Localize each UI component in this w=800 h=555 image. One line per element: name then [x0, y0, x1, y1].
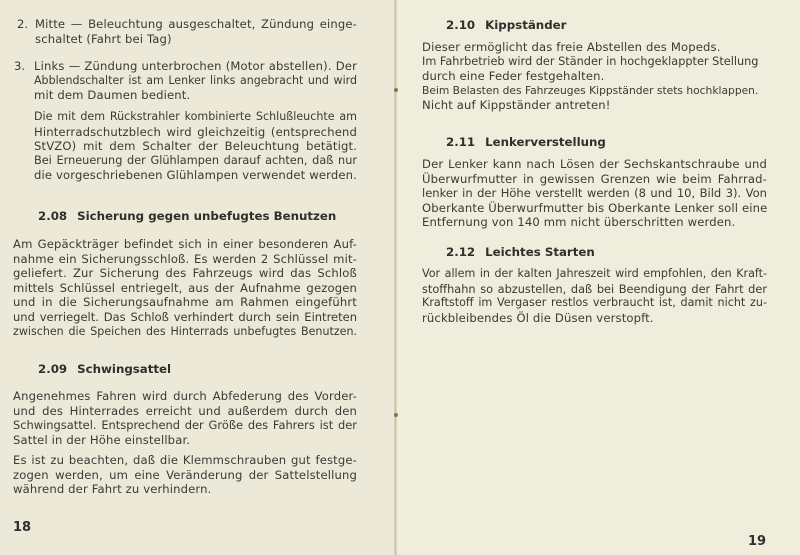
- book-gutter: [394, 0, 397, 555]
- text-line: StVZO) mit dem Schalter der Beleuchtung betätigt.: [34, 139, 357, 154]
- section-heading-2-08: [38, 209, 336, 223]
- text-line: Entfernung von 140 mm nicht überschritten werden.: [422, 215, 736, 230]
- section-2-09-para-1: [13, 389, 357, 447]
- section-heading-2-11: [446, 135, 606, 149]
- section-heading-2-10: [446, 18, 566, 32]
- text-line: mittels Schlüssel entriegelt, aus der Aufnahme gezogen: [13, 280, 357, 295]
- text-line: lenker in der Höhe verstellt werden (8 und 10, Bild 3). Von: [422, 186, 767, 201]
- text-line: stoffhahn so abzustellen, daß bei Beendigung der Fahrt der: [422, 281, 767, 296]
- text-line: Überwurfmutter in gewissen Grenzen wie beim Fahrrad-: [422, 171, 767, 186]
- item-3-note: [34, 110, 357, 183]
- section-number: 2.08: [38, 209, 68, 223]
- text-line: Es ist zu beachten, daß die Klemmschrauben gut festge-: [13, 453, 357, 467]
- paper-stain: [394, 413, 398, 417]
- text-line: geliefert. Zur Sicherung des Fahrzeugs wird das Schloß: [13, 266, 357, 281]
- text-line: Hinterradschutzblech wird gleichzeitig (entsprechend: [34, 124, 357, 139]
- section-2-11-body: [422, 157, 767, 230]
- list-item-2: [35, 17, 357, 46]
- text-line: Der Lenker kann nach Lösen der Sechskantschraube und: [422, 157, 767, 171]
- list-number: 3.: [14, 59, 26, 73]
- section-2-10-body: [422, 40, 767, 113]
- section-title: Lenkerverstellung: [485, 135, 606, 149]
- text-line: nahme ein Sicherungsschloß. Es werden 2 Schlüssel mit-: [13, 251, 357, 266]
- text-line: Dieser ermöglicht das freie Abstellen des Mopeds.: [422, 40, 721, 54]
- text-line: Oberkante Überwurfmutter bis Oberkante Lenker soll eine: [422, 200, 768, 215]
- text-line: rückbleibendes Öl die Düsen verstopft.: [422, 310, 654, 325]
- text-line: und in die Sicherungsaufnahme am Rahmen eingeführt: [13, 295, 357, 310]
- text-line: schaltet (Fahrt bei Tag): [35, 31, 172, 46]
- section-number: 2.11: [446, 135, 476, 149]
- section-2-08-body: [13, 237, 357, 339]
- section-title: Sicherung gegen unbefugtes Benutzen: [77, 209, 337, 223]
- text-line: Schwingsattel. Entsprechend der Größe des Fahrers ist der: [13, 418, 357, 433]
- section-number: 2.10: [446, 18, 476, 32]
- text-line: und des Hinterrades erreicht und außerdem durch den: [13, 403, 357, 418]
- page-number-left: 18: [13, 520, 32, 535]
- text-line: zwischen die Speichen des Hinterrads unbefugtes Benutzen.: [13, 324, 357, 338]
- text-line: Sattel in der Höhe einstellbar.: [13, 432, 191, 447]
- section-heading-2-09: [38, 362, 171, 376]
- list-item-3: [34, 59, 357, 103]
- text-line: Abblendschalter ist am Lenker links angebracht und wird: [34, 73, 357, 87]
- text-line: mit dem Daumen bedient.: [34, 88, 191, 103]
- text-line: Vor allem in der kalten Jahreszeit wird empfohlen, den Kraft-: [422, 267, 767, 280]
- section-heading-2-12: [446, 245, 595, 259]
- text-line: Nicht auf Kippständer antreten!: [422, 98, 611, 113]
- text-line: Beim Belasten des Fahrzeuges Kippständer stets hochklappen.: [422, 83, 759, 97]
- text-line: Angenehmes Fahren wird durch Abfederung des Vorder-: [13, 389, 357, 403]
- paper-stain: [394, 88, 398, 92]
- section-2-09-para-2: [13, 453, 357, 497]
- text-line: Am Gepäckträger befindet sich in einer besonderen Auf-: [13, 237, 357, 251]
- section-number: 2.09: [38, 362, 68, 376]
- text-line: durch eine Feder festgehalten.: [422, 69, 605, 84]
- text-line: Mitte — Beleuchtung ausgeschaltet, Zündung einge-: [35, 17, 357, 31]
- page-number-right: 19: [748, 534, 767, 549]
- text-line: zogen werden, um eine Veränderung der Sattelstellung: [13, 467, 357, 482]
- section-title: Schwingsattel: [77, 362, 172, 376]
- text-line: Die mit dem Rückstrahler kombinierte Schlußleuchte am: [34, 110, 357, 123]
- text-line: und verriegelt. Das Schloß verhindert durch sein Eintreten: [13, 309, 357, 324]
- text-line: Bei Erneuerung der Glühlampen darauf achten, daß nur: [34, 153, 357, 167]
- section-number: 2.12: [446, 245, 476, 259]
- text-line: Im Fahrbetrieb wird der Ständer in hochgeklappter Stellung: [422, 54, 759, 68]
- section-title: Kippständer: [485, 18, 567, 32]
- list-number: 2.: [17, 17, 29, 31]
- text-line: während der Fahrt zu verhindern.: [13, 482, 212, 497]
- text-line: Links — Zündung unterbrochen (Motor abstellen). Der: [34, 59, 357, 73]
- section-2-12-body: [422, 267, 767, 325]
- text-line: die vorgeschriebenen Glühlampen verwendet werden.: [34, 168, 357, 183]
- text-line: Kraftstoff im Vergaser restlos verbraucht ist, damit nicht zu-: [422, 296, 767, 310]
- section-title: Leichtes Starten: [485, 245, 595, 259]
